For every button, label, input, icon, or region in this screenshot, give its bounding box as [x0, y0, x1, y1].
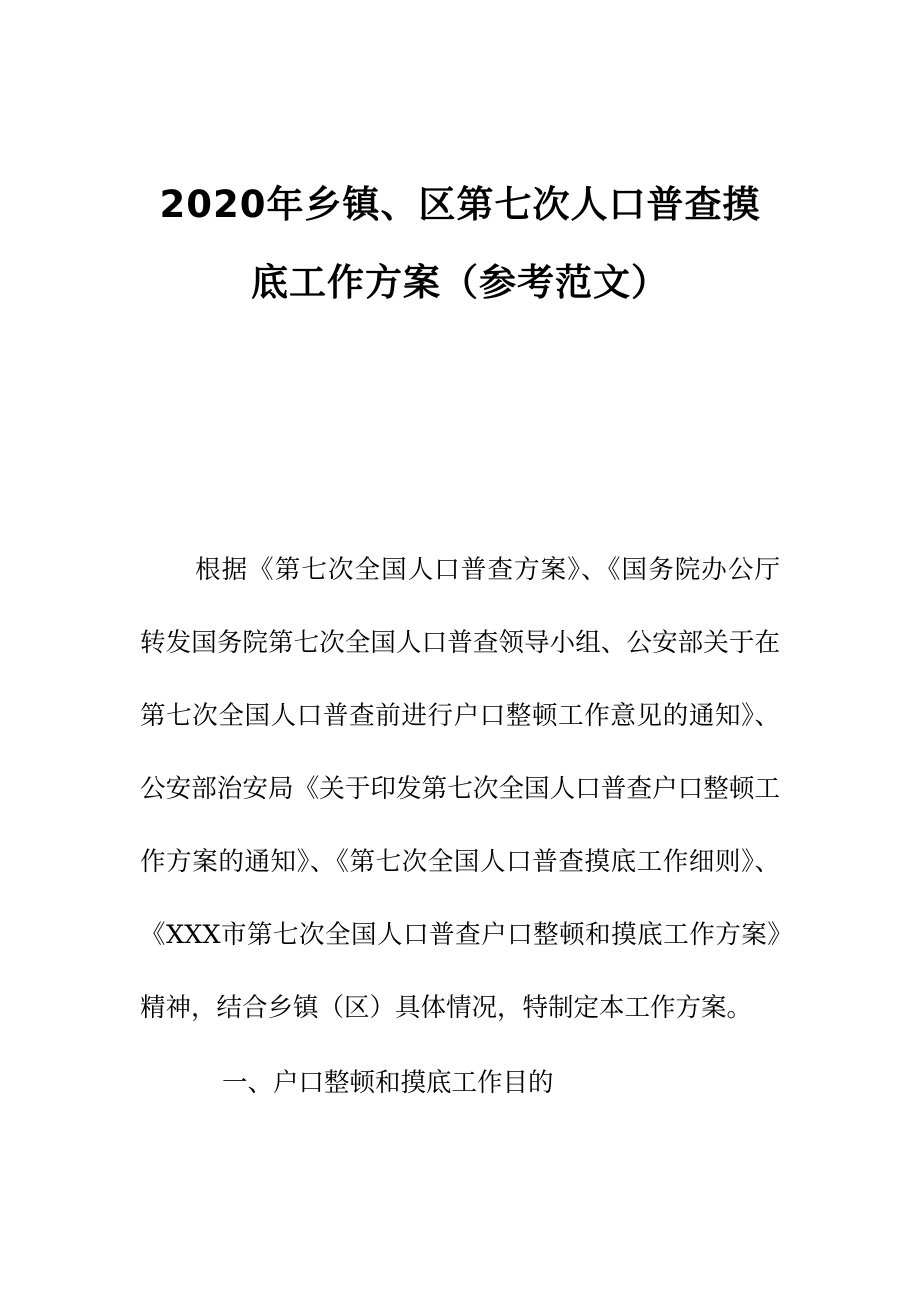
title-line-1: 2020年乡镇、区第七次人口普查摸: [159, 183, 761, 226]
section-heading-1: 一、户口整顿和摸底工作目的: [222, 1068, 554, 1098]
intro-paragraph: 根据《第七次全国人口普查方案》、《国务院办公厅转发国务院第七次全国人口普查领导小组、公安部关于在第七次全国人口普查前进行户口整顿工作意见的通知》、公安部治安局《关于印发第七次全国人口普查户口整顿工作方案的通知》、《第七次全国人口普查摸底工作细则》、《XXX市第七次全国人口普查户口整顿和摸底工作方案》精神，结合乡镇（区）具体情况，特制定本工作方案。: [140, 555, 780, 1023]
document-title: [130, 166, 790, 322]
title-line-2: 底工作方案（参考范文）: [251, 261, 669, 304]
document-body: [140, 534, 780, 1120]
